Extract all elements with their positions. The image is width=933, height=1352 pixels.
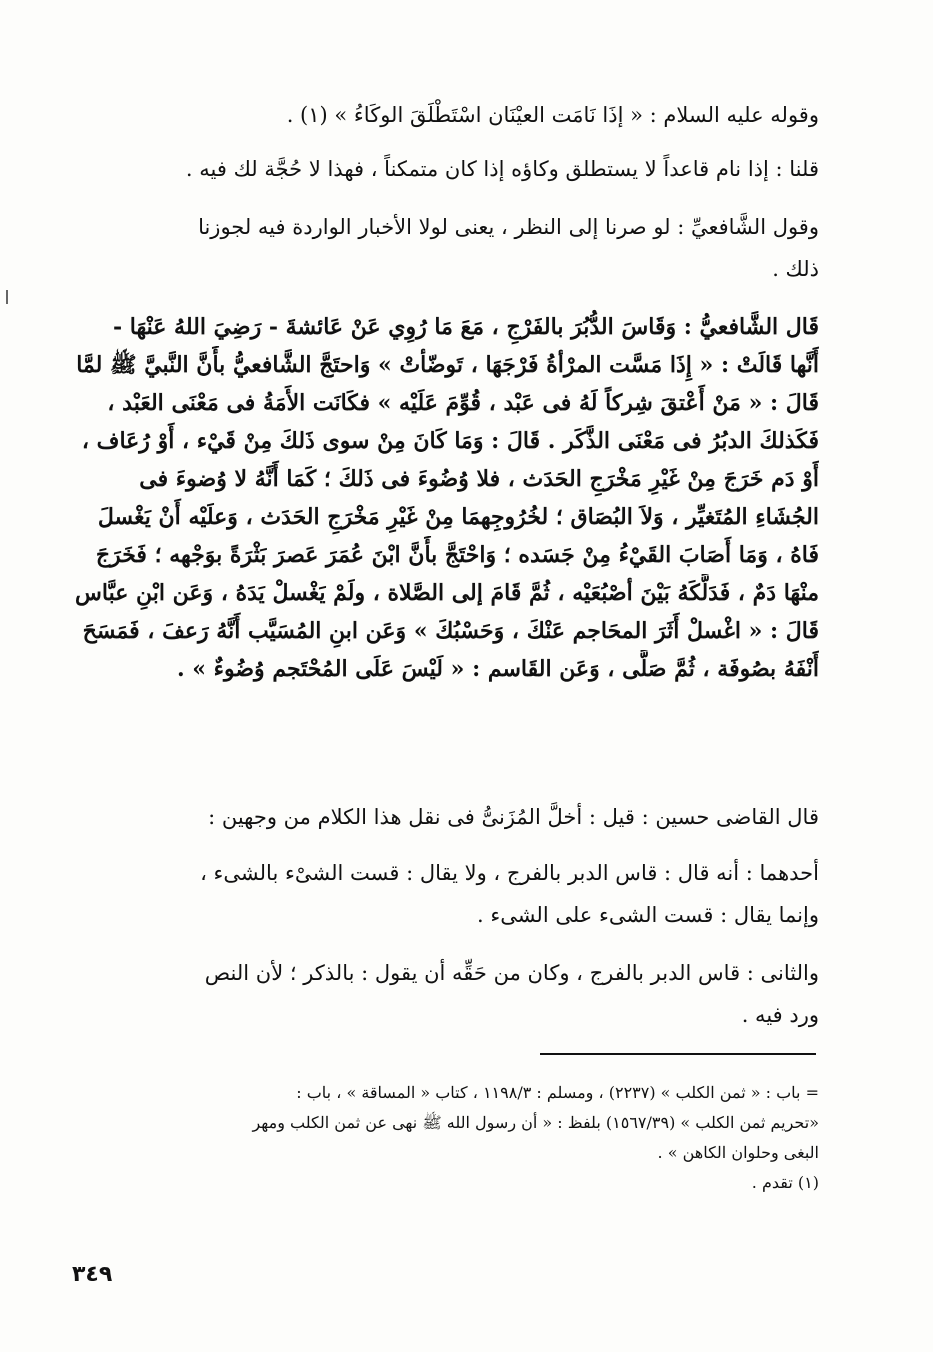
text-line: أَوْ دَم خَرَجَ مِنْ غَيْرِ مَخْرَجِ الحَدَث ، فلا وُضُوءَ فى ذَلكَ ؛ كَمَا أَنَّهُ لا وُضوءَ فى xyxy=(139,466,819,492)
text-line: وإنما يقال : قست الشىء على الشىء . xyxy=(476,903,819,927)
paragraph-rebuttal xyxy=(64,152,819,186)
text-line: قلنا : إذا نام قاعداً لا يستطلق وكاؤه إذا كان متمكناً ، فهذا لا حُجَّة لك فيه . xyxy=(185,157,819,181)
text-line: أَنَّها قَالَتْ : « إِذَا مَسَّت المرْأةُ فَرْجَهَا ، تَوضّأتْ » وَاحتَجَّ الشَّافعيُّ بأَنَّ النَّبيَّ ﷺ لمَّا xyxy=(76,352,819,378)
footnote-line: = باب : « ثمن الكلب » (٢٢٣٧) ، ومسلم : ١١٩٨/٣ ، كتاب « المساقة » ، باب : xyxy=(296,1083,819,1102)
text-line: قَالَ : « اغْسلْ أَثَرَ المحَاجم عَنْكَ ، وَحَسْبُكَ » وَعَن ابنِ المُسَيَّب أَنَّهُ رَعفَ ، فَمَسَحَ xyxy=(82,618,819,644)
page-number: ٣٤٩ xyxy=(72,1262,113,1287)
text-line: أَنْفَهُ بصُوفَة ، ثُمَّ صَلَّى ، وَعَن القَاسم : « لَيْسَ عَلَى المُحْتَجم وُضُوءٌ » . xyxy=(176,656,819,682)
text-line: الجُشَاءِ المُتَغيِّر ، وَلاَ البُصَاق ؛ لخُرُوجِهمَا مِنْ غَيْرِ مَخْرَجِ الحَدَث ، وَعلَيْه أَنْ يَغْسلَ xyxy=(97,504,819,530)
paragraph-qadi-husayn xyxy=(64,800,819,834)
paragraph-shafii-reasoning xyxy=(64,210,819,286)
paragraph-first-point xyxy=(64,856,819,932)
quoted-mukhtasar-passage xyxy=(64,308,819,688)
text-line: وقوله عليه السلام : « إذَا نَامَت العيْنَان اسْتَطْلَقَ الوكَاءُ » (١) . xyxy=(286,103,819,127)
footnote-line: «تحريم ثمن الكلب » (١٥٦٧/٣٩) بلفظ : « أن رسول الله ﷺ نهى عن ثمن الكلب ومهر xyxy=(252,1113,819,1132)
text-line: منْهَا دَمٌ ، فَدَلَّكَهُ بَيْنَ أصْبُعَيْه ، ثُمَّ قَامَ إلى الصَّلاة ، ولَمْ يَغْسلْ يَدَهُ ، وَعَن ابْنِ عبَّاس xyxy=(75,580,819,606)
footnotes xyxy=(64,1078,819,1198)
text-line: قَال الشَّافعيُّ : وَقَاسَ الدُّبُرَ بالفَرْجِ ، مَعَ مَا رُوِي عَنْ عَائشةَ - رَضِيَ اللهُ عَنْهَا - xyxy=(112,314,819,340)
margin-mark xyxy=(6,290,8,304)
paragraph-second-point xyxy=(64,956,819,1032)
text-line: والثانى : قاس الدبر بالفرج ، وكان من حَقِّه أن يقول : بالذكر ؛ لأن النص xyxy=(204,961,819,985)
text-line: فَكَذلكَ الدبُرُ فى مَعْنَى الذَّكَر . قَالَ : وَمَا كَانَ مِنْ سوى ذَلكَ مِنْ قَيْء ، أَوْ رُعَاف ، xyxy=(81,428,819,454)
text-line: ذلك . xyxy=(772,257,819,281)
text-line: ورد فيه . xyxy=(741,1003,819,1027)
text-line: قال القاضى حسين : قيل : أخلَّ المُزَنىُّ فى نقل هذا الكلام من وجهين : xyxy=(208,805,819,829)
text-line: فَاهُ ، وَمَا أَصَابَ القَيْءُ مِنْ جَسَده ؛ وَاحْتَجَّ بأَنَّ ابْنَ عُمَرَ عَصرَ بَثْرَةً بوَجْهه ؛ فَخَرَجَ xyxy=(95,542,819,568)
footnote-separator xyxy=(540,1053,816,1055)
text-line: وقول الشَّافعيِّ : لو صرنا إلى النظر ، يعنى لولا الأخبار الواردة فيه لجوزنا xyxy=(198,215,819,239)
footnote-line: (١) تقدم . xyxy=(751,1173,819,1192)
footnote-line: البغى وحلوان الكاهن » . xyxy=(657,1143,819,1162)
text-line: قَالَ : « مَنْ أَعْتقَ شِركاً لَهُ فى عَبْد ، قُوِّمَ عَلَيْه » فكَانَت الأَمَةُ فى مَعْنَى العَبْد ، xyxy=(107,390,819,416)
paragraph-hadith-sleep xyxy=(64,98,819,132)
text-line: أحدهما : أنه قال : قاس الدبر بالفرج ، ولا يقال : قست الشىْء بالشىء ، xyxy=(200,861,819,885)
